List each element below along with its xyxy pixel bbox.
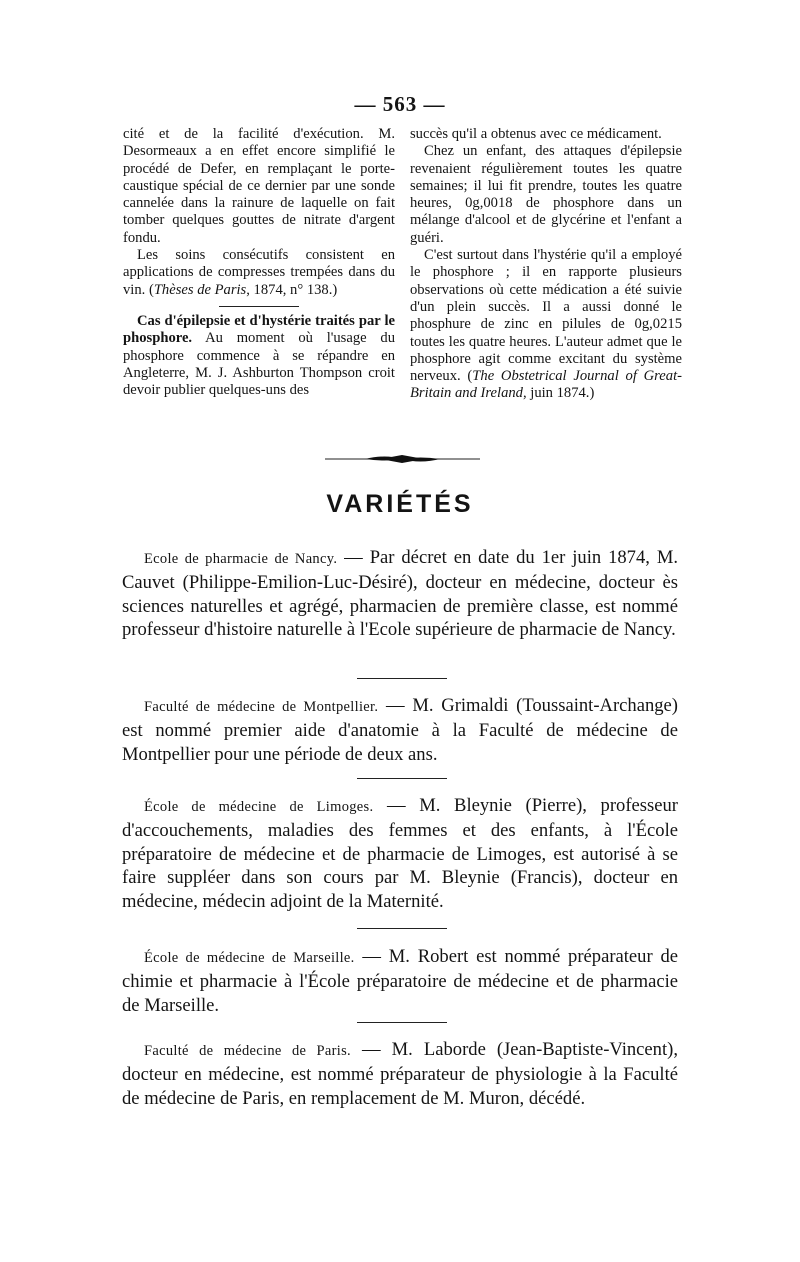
news-body: — M. Laborde (Jean-Baptiste-Vincent), docteur en médecine, est nommé préparateur de physiologie à la Faculté de médecine de Paris, en remplacement de M. Muron, décédé. (122, 1039, 678, 1109)
page-number: — 563 — (354, 92, 446, 116)
left-p2-text: Les soins consécutifs consistent en applications de compresses trempées dans du vin. ( (123, 247, 395, 298)
section-title: VARIÉTÉS (326, 490, 474, 518)
news-head: Ecole de pharmacie de Nancy. (144, 551, 338, 567)
left-p2-source: Thèses de Paris (153, 281, 247, 298)
right-p3-end: , juin 1874.) (522, 385, 595, 402)
news-head: École de médecine de Limoges. (144, 799, 374, 815)
right-paragraph-1: succès qu'il a obtenus avec ce médicament. (410, 126, 662, 142)
left-paragraph-1: cité et de la facilité d'exécution. M. Desormeaux a en effet encore simplifié le procédé de Defer, en remplaçant le porte-caustique spécial de ce dernier par une sonde cannelée dans la rainure de laquelle on fait tomber quelques gouttes de nitrate d'argent fondu. (123, 126, 395, 246)
news-head: Faculté de médecine de Montpellier. (144, 699, 379, 715)
right-paragraph-3 (410, 247, 682, 403)
news-head: École de médecine de Marseille. (144, 950, 355, 966)
news-item-nancy (122, 546, 678, 642)
news-item-montpellier (122, 694, 678, 766)
news-item-limoges (122, 794, 678, 913)
news-divider (357, 778, 447, 779)
news-body: — M. Grimaldi (Toussaint-Archange) est nommé premier aide d'anatomie à la Faculté de médecine de Montpellier pour une période de deux ans. (122, 695, 678, 765)
news-item-paris (122, 1038, 678, 1110)
left-paragraph-3 (123, 313, 395, 399)
news-item-marseille (122, 945, 678, 1017)
right-paragraph-2: Chez un enfant, des attaques d'épilepsie revenaient régulièrement toutes les quatre semaines; il lui fit prendre, toutes les quatre heures, 0g,0018 de phosphore dans un mélange d'alcool et de glycérine et l'enfant a guéri. (410, 143, 682, 246)
right-p3-text: C'est surtout dans l'hystérie qu'il a employé le phosphore ; il en rapporte plusieurs observations où cette médication a été suivie d'un plein succès. Il a aussi donné le phosphure de zinc en pilules de 0g,0215 toutes les quatre heures. L'auteur admet que le phosphore agit comme excitant du système nerveux. ( (410, 247, 682, 385)
right-p3-source: The Obstetrical Journal of Great-Britain and Ireland (410, 368, 682, 402)
news-divider (357, 678, 447, 679)
ornament-divider (325, 453, 480, 465)
article-divider (219, 306, 299, 307)
left-column (123, 126, 395, 399)
news-divider (357, 1022, 447, 1023)
right-column (410, 126, 682, 403)
left-paragraph-2 (123, 247, 395, 299)
news-body: — Par décret en date du 1er juin 1874, M. Cauvet (Philippe-Emilion-Luc-Désiré), docteur en médecine, docteur ès sciences naturelles et agrégé, pharmacien de première classe, est nommé professeur d'histoire naturelle à l'Ecole supérieure de pharmacie de Nancy. (122, 547, 679, 641)
news-divider (357, 928, 447, 929)
news-body: — M. Robert est nommé préparateur de chimie et pharmacie à l'École préparatoire de médecine et de pharmacie de Marseille. (122, 946, 678, 1016)
left-p2-end: , 1874, n° 138.) (246, 281, 338, 298)
news-head: Faculté de médecine de Paris. (144, 1043, 351, 1059)
article-heading: Cas d'épilepsie et d'hystérie traités par le phosphore. (123, 312, 395, 347)
news-body: — M. Bleynie (Pierre), professeur d'accouchements, maladies des femmes et des enfants, à l'École préparatoire de médecine et de pharmacie de Limoges, est autorisé à se faire suppléer dans son cours par M. Bleynie (Francis), docteur en médecine, médecin adjoint de la Maternité. (122, 795, 678, 912)
left-p3-text: Au moment où l'usage du phosphore commence à se répandre en Angleterre, M. J. Ashburton Thompson croit devoir publier quelques-uns des (123, 330, 395, 399)
